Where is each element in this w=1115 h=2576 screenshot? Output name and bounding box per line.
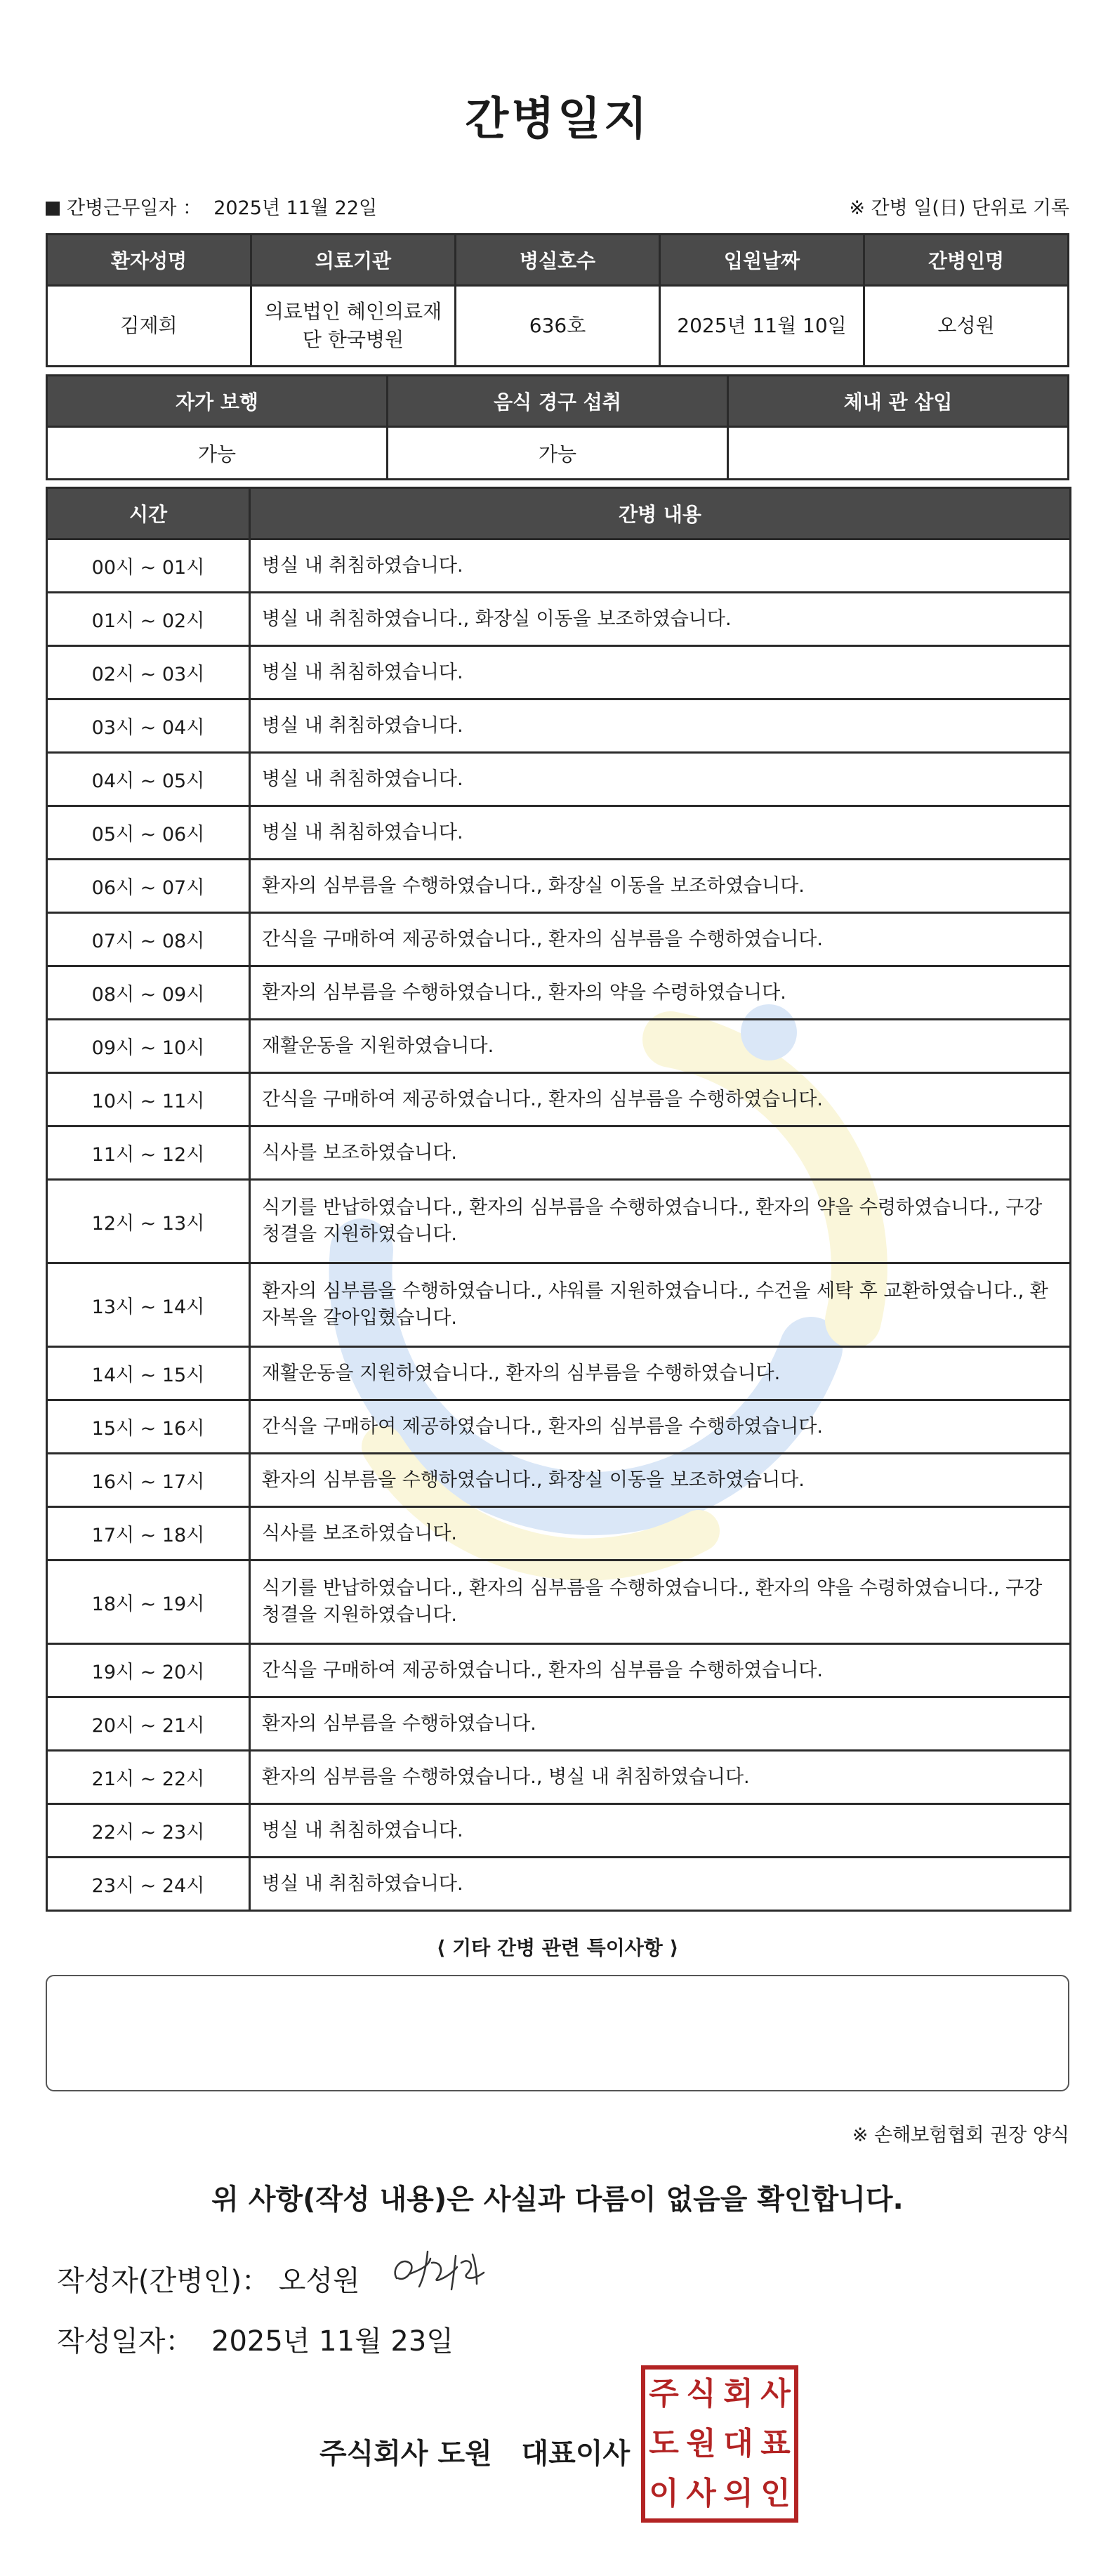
written-date-value: 2025년 11월 23일 [211, 2325, 454, 2358]
seal-character: 식 [686, 2376, 716, 2412]
time-cell: 00시 ~ 01시 [47, 539, 250, 593]
care-content-cell: 환자의 심부름을 수행하였습니다., 샤워를 지원하였습니다., 수건을 세탁 후 교환하였습니다., 환자복을 갈아입혔습니다. [250, 1263, 1071, 1347]
table-row [47, 1180, 1071, 1263]
care-content-cell: 환자의 심부름을 수행하였습니다., 화장실 이동을 보조하였습니다. [250, 1454, 1071, 1507]
care-content-cell: 식사를 보조하였습니다. [250, 1507, 1071, 1560]
time-cell: 10시 ~ 11시 [47, 1073, 250, 1126]
time-cell: 19시 ~ 20시 [47, 1644, 250, 1697]
page-title: 간병일지 [465, 93, 650, 145]
care-content-cell: 간식을 구매하여 제공하였습니다., 환자의 심부름을 수행하였습니다. [250, 1400, 1071, 1454]
care-content-cell: 환자의 심부름을 수행하였습니다., 화장실 이동을 보조하였습니다. [250, 860, 1071, 913]
seal-character: 도 [649, 2425, 679, 2462]
oral-intake-value: 가능 [388, 427, 728, 480]
seal-character: 원 [686, 2425, 716, 2462]
time-cell: 23시 ~ 24시 [47, 1858, 250, 1911]
notes-title: ⟨ 기타 간병 관련 특이사항 ⟩ [436, 1936, 679, 1959]
recommendation-note: ※ 손해보험협회 권장 양식 [852, 2124, 1069, 2146]
seal-character: 인 [760, 2475, 791, 2511]
care-content-cell: 병실 내 취침하였습니다., 화장실 이동을 보조하였습니다. [250, 593, 1071, 646]
work-date [46, 192, 377, 220]
patient-status-table [46, 374, 1069, 480]
table-row [47, 1347, 1071, 1400]
time-cell: 01시 ~ 02시 [47, 593, 250, 646]
table-row [47, 1454, 1071, 1507]
header-room: 병실호수 [456, 235, 660, 286]
daily-record-note: ※ 간병 일(日) 단위로 기록 [849, 197, 1069, 219]
header-tube-insertion: 체내 관 삽입 [728, 376, 1069, 427]
patient-info-table [46, 233, 1069, 367]
care-content-cell: 간식을 구매하여 제공하였습니다., 환자의 심부름을 수행하였습니다. [250, 913, 1071, 966]
time-cell: 05시 ~ 06시 [47, 806, 250, 860]
time-cell: 22시 ~ 23시 [47, 1804, 250, 1858]
care-content-cell: 병실 내 취침하였습니다. [250, 806, 1071, 860]
table-row [47, 1400, 1071, 1454]
time-cell: 07시 ~ 08시 [47, 913, 250, 966]
company-representative: 주식회사 도원 대표이사 [319, 2438, 631, 2470]
table-row [47, 1804, 1071, 1858]
admission-date: 2025년 11월 10일 [660, 286, 864, 367]
time-cell: 03시 ~ 04시 [47, 699, 250, 753]
seal-character: 의 [723, 2475, 753, 2511]
care-content-cell: 식사를 보조하였습니다. [250, 1126, 1071, 1180]
table-row [47, 1644, 1071, 1697]
table-row [47, 860, 1071, 913]
care-content-cell: 식기를 반납하였습니다., 환자의 심부름을 수행하였습니다., 환자의 약을 수령하였습니다., 구강청결을 지원하였습니다. [250, 1180, 1071, 1263]
care-content-cell: 간식을 구매하여 제공하였습니다., 환자의 심부름을 수행하였습니다. [250, 1644, 1071, 1697]
table-row [47, 1073, 1071, 1126]
tube-insertion-value [728, 427, 1069, 480]
time-cell: 15시 ~ 16시 [47, 1400, 250, 1454]
care-content-cell: 병실 내 취침하였습니다. [250, 753, 1071, 806]
table-row [47, 593, 1071, 646]
time-cell: 18시 ~ 19시 [47, 1560, 250, 1644]
seal-character: 주 [649, 2376, 679, 2412]
table-row [47, 753, 1071, 806]
writer-label: 작성자(간병인)： [57, 2265, 270, 2297]
time-cell: 08시 ~ 09시 [47, 966, 250, 1020]
seal-character: 표 [760, 2425, 791, 2462]
care-content-cell: 재활운동을 지원하였습니다. [250, 1020, 1071, 1073]
time-cell: 02시 ~ 03시 [47, 646, 250, 699]
table-row [47, 806, 1071, 860]
self-walking-value: 가능 [47, 427, 388, 480]
work-date-label: 간병근무일자 ： [67, 197, 202, 219]
time-cell: 14시 ~ 15시 [47, 1347, 250, 1400]
notes-box [46, 1975, 1069, 2091]
written-date-label: 작성일자： [57, 2325, 194, 2358]
seal-character: 이 [649, 2475, 679, 2511]
care-content-cell: 병실 내 취침하였습니다. [250, 699, 1071, 753]
seal-character: 사 [686, 2475, 716, 2511]
time-cell: 09시 ~ 10시 [47, 1020, 250, 1073]
header-oral-intake: 음식 경구 섭취 [388, 376, 728, 427]
seal-character: 사 [760, 2376, 791, 2412]
care-content-cell: 식기를 반납하였습니다., 환자의 심부름을 수행하였습니다., 환자의 약을 수령하였습니다., 구강청결을 지원하였습니다. [250, 1560, 1071, 1644]
table-row [47, 966, 1071, 1020]
care-content-cell: 병실 내 취침하였습니다. [250, 539, 1071, 593]
seal-character: 회 [723, 2376, 753, 2412]
table-row [47, 1126, 1071, 1180]
header-hospital: 의료기관 [251, 235, 456, 286]
care-content-cell: 재활운동을 지원하였습니다., 환자의 심부름을 수행하였습니다. [250, 1347, 1071, 1400]
care-log-body [47, 539, 1071, 1911]
care-content-cell: 환자의 심부름을 수행하였습니다., 환자의 약을 수령하였습니다. [250, 966, 1071, 1020]
header-care-content: 간병 내용 [250, 488, 1071, 539]
patient-name: 김제희 [47, 286, 251, 367]
header-patient-name: 환자성명 [47, 235, 251, 286]
time-cell: 16시 ~ 17시 [47, 1454, 250, 1507]
table-row [47, 913, 1071, 966]
care-content-cell: 병실 내 취침하였습니다. [250, 1804, 1071, 1858]
hospital-name: 의료법인 혜인의료재단 한국병원 [251, 286, 456, 367]
time-cell: 13시 ~ 14시 [47, 1263, 250, 1347]
care-content-cell: 병실 내 취침하였습니다. [250, 1858, 1071, 1911]
handwritten-signature [388, 2242, 494, 2298]
writer-name: 오성원 [278, 2265, 360, 2297]
care-content-cell: 간식을 구매하여 제공하였습니다., 환자의 심부름을 수행하였습니다. [250, 1073, 1071, 1126]
table-row [47, 1263, 1071, 1347]
square-bullet-icon [46, 202, 60, 216]
care-content-cell: 환자의 심부름을 수행하였습니다. [250, 1697, 1071, 1751]
table-row [47, 1507, 1071, 1560]
time-cell: 12시 ~ 13시 [47, 1180, 250, 1263]
seal-character: 대 [723, 2425, 753, 2462]
company-seal-stamp [641, 2365, 798, 2523]
time-cell: 11시 ~ 12시 [47, 1126, 250, 1180]
header-self-walking: 자가 보행 [47, 376, 388, 427]
work-date-value: 2025년 11월 22일 [213, 197, 378, 219]
care-content-cell: 병실 내 취침하였습니다. [250, 646, 1071, 699]
table-row [47, 699, 1071, 753]
table-row [47, 539, 1071, 593]
table-row [47, 1020, 1071, 1073]
table-row [47, 646, 1071, 699]
room-number: 636호 [456, 286, 660, 367]
table-row [47, 1560, 1071, 1644]
header-caregiver: 간병인명 [864, 235, 1069, 286]
caregiver-name: 오성원 [864, 286, 1069, 367]
care-log-table [46, 487, 1071, 1912]
time-cell: 20시 ~ 21시 [47, 1697, 250, 1751]
care-content-cell: 환자의 심부름을 수행하였습니다., 병실 내 취침하였습니다. [250, 1751, 1071, 1804]
table-row [47, 1751, 1071, 1804]
writer-line [57, 2259, 360, 2299]
table-row [47, 1858, 1071, 1911]
time-cell: 04시 ~ 05시 [47, 753, 250, 806]
header-admission-date: 입원날짜 [660, 235, 864, 286]
time-cell: 21시 ~ 22시 [47, 1751, 250, 1804]
written-date-line [57, 2319, 454, 2359]
confirmation-statement: 위 사항(작성 내용)은 사실과 다름이 없음을 확인합니다. [211, 2183, 904, 2216]
time-cell: 06시 ~ 07시 [47, 860, 250, 913]
header-time: 시간 [47, 488, 250, 539]
time-cell: 17시 ~ 18시 [47, 1507, 250, 1560]
table-row [47, 1697, 1071, 1751]
